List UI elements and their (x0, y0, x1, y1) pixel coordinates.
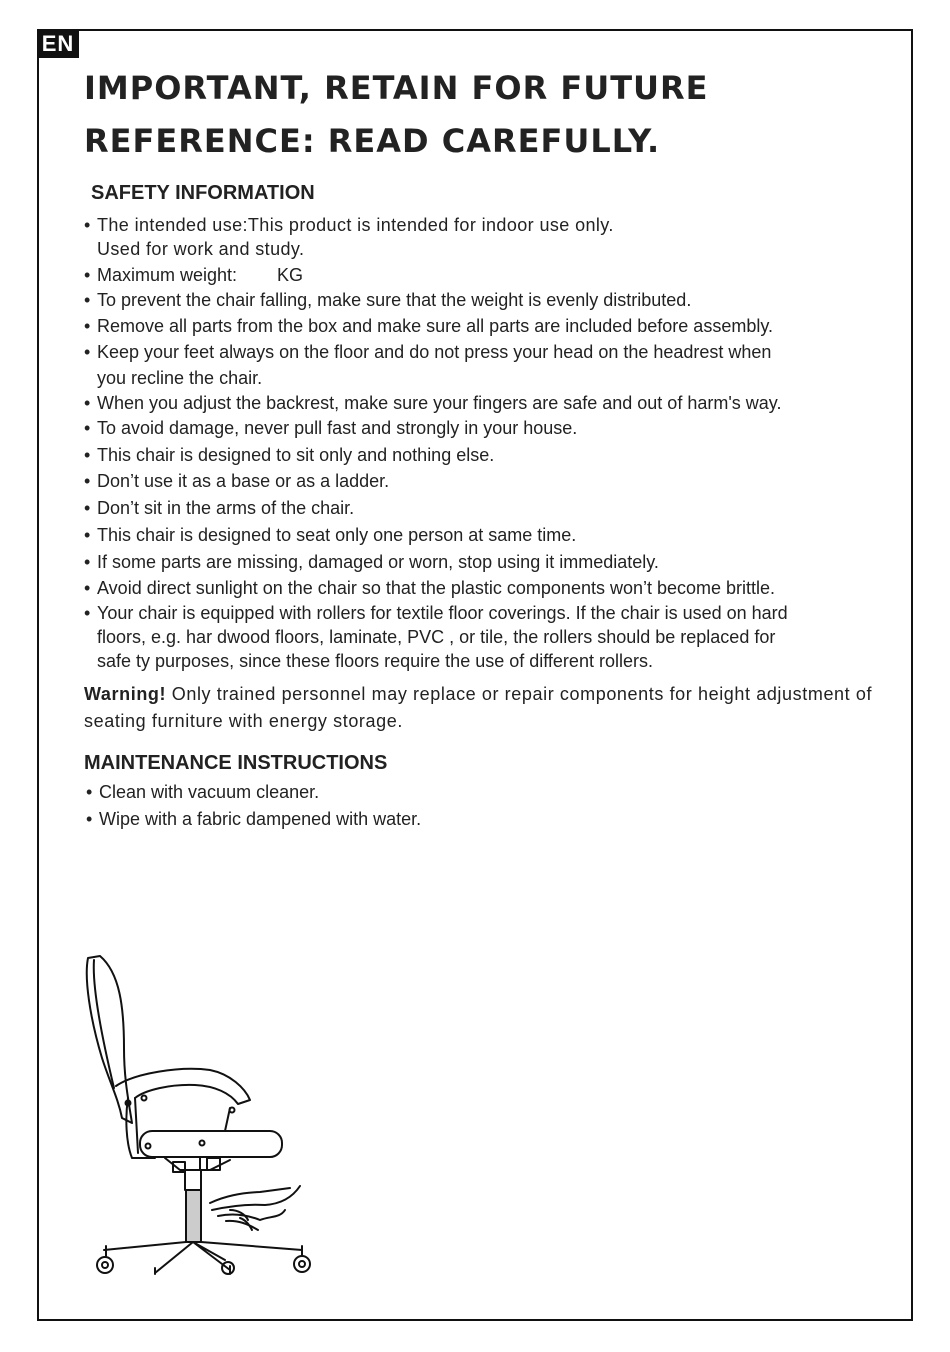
list-item: • Wipe with a fabric dampened with water. (86, 807, 886, 834)
warning-text: Only trained personnel may replace or repair components for height adjustment of seating furniture with energy storage. (84, 684, 873, 731)
list-item: • This chair is designed to sit only and nothing else. (84, 443, 884, 469)
list-item: • Your chair is equipped with rollers for textile floor coverings. If the chair is used on hard floors, e.g. har dwood floors, laminate, PVC , or tile, the rollers should be replaced for safe ty purposes, since these floors require the use of different rollers. (84, 601, 884, 673)
list-item: • To prevent the chair falling, make sure that the weight is evenly distributed. (84, 288, 884, 314)
maintenance-heading: MAINTENANCE INSTRUCTIONS (84, 752, 388, 774)
list-item: • This chair is designed to seat only one person at same time. (84, 523, 884, 550)
list-item: • Avoid direct sunlight on the chair so that the plastic components won’t become brittle. (84, 576, 884, 601)
title-line-2: REFERENCE: READ CAREFULLY. (84, 122, 661, 160)
list-item: • Clean with vacuum cleaner. (86, 780, 886, 807)
maintenance-list (86, 780, 886, 834)
warning-label: Warning! (84, 684, 167, 704)
safety-list (84, 213, 884, 673)
list-item: • To avoid damage, never pull fast and strongly in your house. (84, 416, 884, 443)
page-title (84, 62, 709, 168)
warning-note (84, 681, 884, 735)
list-item: • The intended use:This product is intended for indoor use only. Used for work and study. (84, 213, 884, 263)
list-item: • Remove all parts from the box and make sure all parts are included before assembly. (84, 314, 884, 339)
office-chair-with-hand-icon (80, 948, 330, 1283)
list-item: • When you adjust the backrest, make sure your fingers are safe and out of harm's way. (84, 391, 884, 416)
list-item: • Don’t use it as a base or as a ladder. (84, 469, 884, 496)
language-tag: EN (37, 30, 79, 58)
list-item: • Maximum weight: KG (84, 263, 884, 288)
safety-heading: SAFETY INFORMATION (91, 182, 315, 204)
title-line-1: IMPORTANT, RETAIN FOR FUTURE (84, 69, 709, 107)
list-item: • Don’t sit in the arms of the chair. (84, 496, 884, 523)
list-item: • If some parts are missing, damaged or worn, stop using it immediately. (84, 550, 884, 576)
list-item: • Keep your feet always on the floor and do not press your head on the headrest when you recline the chair. (84, 339, 884, 391)
